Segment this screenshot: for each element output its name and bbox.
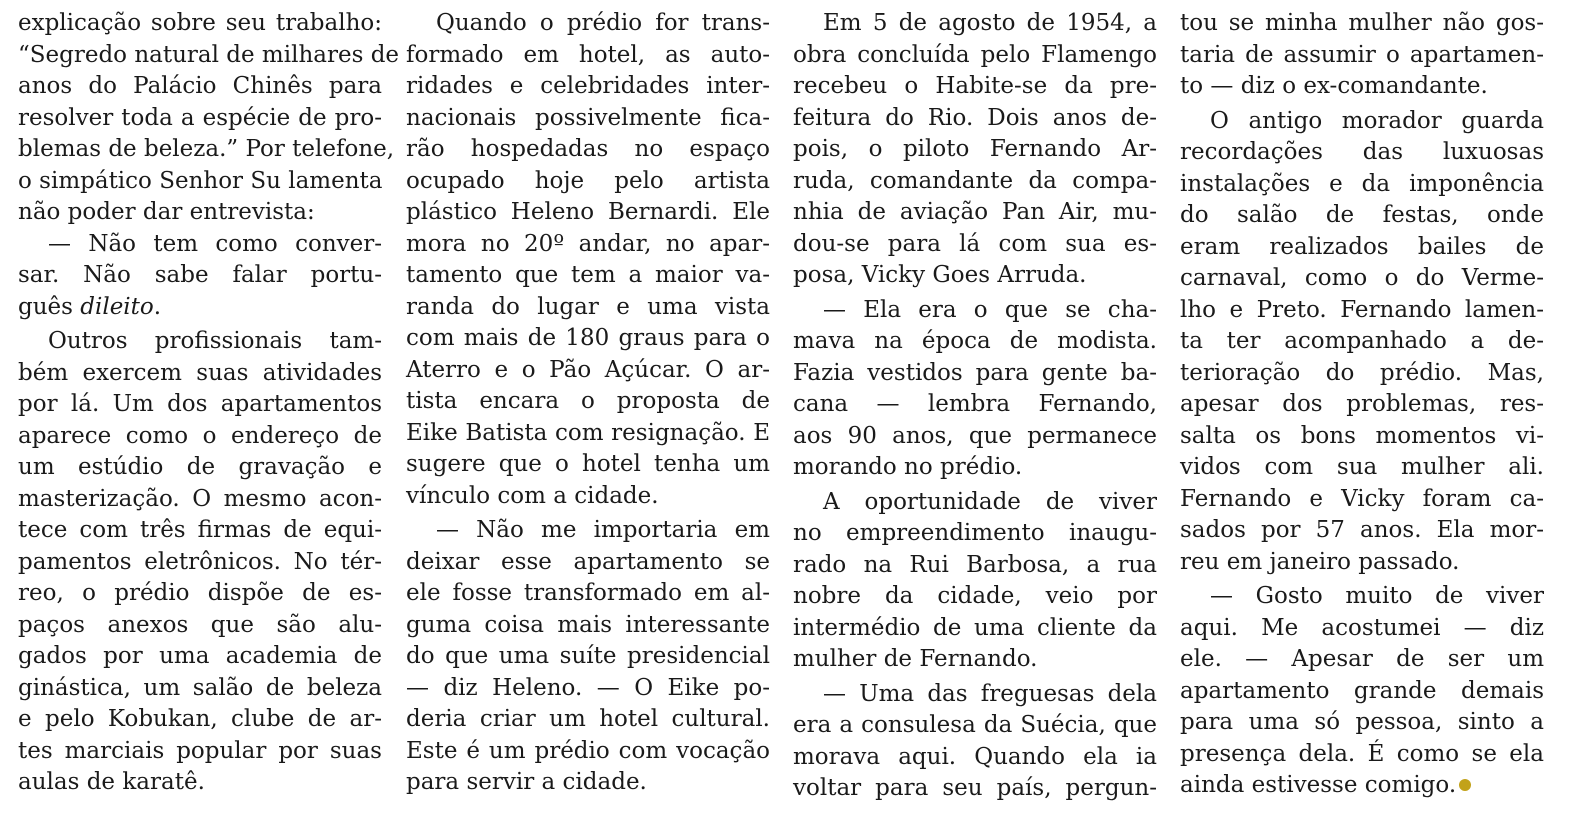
text-line: morando no prédio. [793, 454, 1023, 480]
text-line: para uma só pessoa, sinto a [1180, 709, 1544, 735]
text-line: ainda estivesse comigo. [1180, 770, 1544, 802]
text-line: Aterro e o Pão Açúcar. O ar- [406, 356, 770, 383]
text-line: to — diz o ex-comandante. [1180, 73, 1488, 99]
text-line: vínculo com a cidade. [406, 482, 659, 509]
text-line: do salão de festas, onde [1180, 202, 1544, 228]
text-line: sados por 57 anos. Ela mor- [1180, 517, 1544, 543]
text-line: Outros profissionais tam- [48, 328, 382, 354]
text-line: ridades e celebridades inter- [406, 73, 770, 99]
text-line: mava na época de modista. [793, 328, 1157, 354]
text-line: cana — lembra Fernando, [793, 391, 1157, 417]
text-line: aqui. Me acostumei — diz [1180, 614, 1544, 641]
text-line: apesar dos problemas, res- [1180, 391, 1544, 417]
end-of-article-dot-icon [1459, 779, 1471, 791]
text-line: guês dileito. [18, 293, 162, 320]
text-line: deixar esse apartamento se [406, 548, 770, 575]
text-line: presença dela. É como se ela [1180, 740, 1544, 767]
text-line: carnaval, como o do Verme- [1180, 265, 1544, 291]
text-line: aulas de karatê. [18, 769, 205, 795]
text-line: lho e Preto. Fernando lamen- [1180, 296, 1544, 323]
text-line: nobre da cidade, veio por [793, 583, 1157, 609]
text-line: vidos com sua mulher ali. [1180, 454, 1544, 480]
article-column-3 [793, 8, 1157, 805]
text-line: O antigo morador guarda [1210, 107, 1544, 134]
text-line: masterização. O mesmo acon- [18, 485, 382, 512]
text-line: taria de assumir o apartamen- [1180, 41, 1544, 68]
text-line: no empreendimento inaugu- [793, 520, 1157, 546]
text-line: terioração do prédio. Mas, [1180, 359, 1544, 386]
text-line: reu em janeiro passado. [1180, 548, 1460, 575]
text-line: obra concluída pelo Flamengo [793, 41, 1157, 68]
text-line: ele. — Apesar de ser um [1180, 646, 1544, 672]
text-line: Fazia vestidos para gente ba- [793, 359, 1157, 386]
text-line: recordações das luxuosas [1180, 139, 1544, 165]
text-line: era a consulesa da Suécia, que [793, 712, 1157, 738]
text-line: formado em hotel, as auto- [406, 41, 770, 68]
text-line: Eike Batista com resignação. E [406, 419, 770, 446]
text-line: dou-se para lá com sua es- [793, 230, 1157, 257]
text-line: deria criar um hotel cultural. [406, 706, 770, 732]
text-line: aparece como o endereço de [18, 422, 382, 449]
text-line: reo, o prédio dispõe de es- [18, 580, 382, 606]
text-line: tece com três firmas de equi- [18, 517, 382, 543]
text-line: blemas de beleza.” Por telefone, [18, 136, 395, 162]
text-line: eram realizados bailes de [1180, 233, 1544, 260]
text-line: — Não tem como conver- [48, 230, 382, 257]
text-line: e pelo Kobukan, clube de ar- [18, 706, 382, 732]
text-line: — Ela era o que se cha- [823, 296, 1157, 323]
text-line: Em 5 de agosto de 1954, a [823, 10, 1157, 36]
text-line: o simpático Senhor Su lamenta [18, 167, 383, 194]
text-line: mulher de Fernando. [793, 646, 1038, 672]
text-line: pois, o piloto Fernando Ar- [793, 136, 1157, 162]
text-line: recebeu o Habite-se da pre- [793, 73, 1157, 99]
text-line: instalações e da imponência [1180, 170, 1544, 197]
text-line: — diz Heleno. — O Eike po- [406, 674, 770, 701]
text-line: — Gosto muito de viver [1210, 583, 1544, 609]
text-line: voltar para seu país, pergun- [793, 775, 1157, 801]
text-line: tamento que tem a maior va- [406, 262, 770, 288]
text-line: anos do Palácio Chinês para [18, 73, 382, 99]
text-line: ocupado hoje pelo artista [406, 167, 770, 194]
text-line: tes marciais popular por suas [18, 737, 382, 764]
text-line: “Segredo natural de milhares de [18, 41, 400, 68]
text-line: Este é um prédio com vocação [406, 737, 770, 764]
article-column-2 [406, 8, 770, 799]
text-line: Fernando e Vicky foram ca- [1180, 485, 1544, 512]
text-line: randa do lugar e uma vista [406, 293, 770, 320]
text-line: ele fosse transformado em al- [406, 580, 770, 606]
text-line: do que uma suíte presidencial [406, 643, 770, 669]
text-line: intermédio de uma cliente da [793, 614, 1157, 641]
text-line: gados por uma academia de [18, 643, 382, 669]
text-line: tou se minha mulher não gos- [1180, 10, 1544, 36]
text-line: sar. Não sabe falar portu- [18, 262, 382, 288]
text-line: tista encara o proposta de [406, 388, 770, 414]
text-line: ginástica, um salão de beleza [18, 674, 382, 701]
text-line: resolver toda a espécie de pro- [18, 104, 382, 131]
text-line: sugere que o hotel tenha um [406, 451, 770, 477]
text-line: Quando o prédio for trans- [436, 10, 770, 36]
text-line: morava aqui. Quando ela ia [793, 743, 1157, 770]
text-line: não poder dar entrevista: [18, 199, 315, 225]
text-line: paços anexos que são alu- [18, 611, 382, 638]
text-line: pamentos eletrônicos. No tér- [18, 548, 382, 575]
text-line: — Não me importaria em [436, 517, 770, 543]
text-line: A oportunidade de viver [823, 488, 1157, 515]
text-line: rado na Rui Barbosa, a rua [793, 551, 1157, 578]
text-line: rão hospedadas no espaço [406, 136, 770, 162]
text-line: salta os bons momentos vi- [1180, 422, 1544, 449]
text-line: com mais de 180 graus para o [406, 325, 770, 351]
text-line: para servir a cidade. [406, 769, 647, 795]
text-line: um estúdio de gravação e [18, 454, 382, 480]
article-column-1 [18, 8, 400, 799]
text-line: mora no 20º andar, no apar- [406, 230, 770, 257]
text-line: apartamento grande demais [1180, 677, 1544, 704]
text-line: explicação sobre seu trabalho: [18, 10, 382, 36]
article-column-4 [1180, 8, 1544, 802]
text-line: plástico Heleno Bernardi. Ele [406, 199, 770, 225]
text-line: ruda, comandante da compa- [793, 167, 1157, 194]
text-line: aos 90 anos, que permanece [793, 422, 1157, 449]
text-line: bém exercem suas atividades [18, 359, 382, 386]
text-line: feitura do Rio. Dois anos de- [793, 104, 1157, 131]
text-line: nhia de aviação Pan Air, mu- [793, 199, 1157, 225]
text-line: por lá. Um dos apartamentos [18, 391, 382, 417]
text-line: — Uma das freguesas dela [823, 680, 1157, 707]
text-line: ta ter acompanhado a de- [1180, 328, 1544, 354]
text-line: nacionais possivelmente fica- [406, 104, 770, 131]
text-line: guma coisa mais interessante [406, 611, 770, 638]
italic-word: dileito [80, 293, 154, 320]
text-line: posa, Vicky Goes Arruda. [793, 262, 1087, 288]
